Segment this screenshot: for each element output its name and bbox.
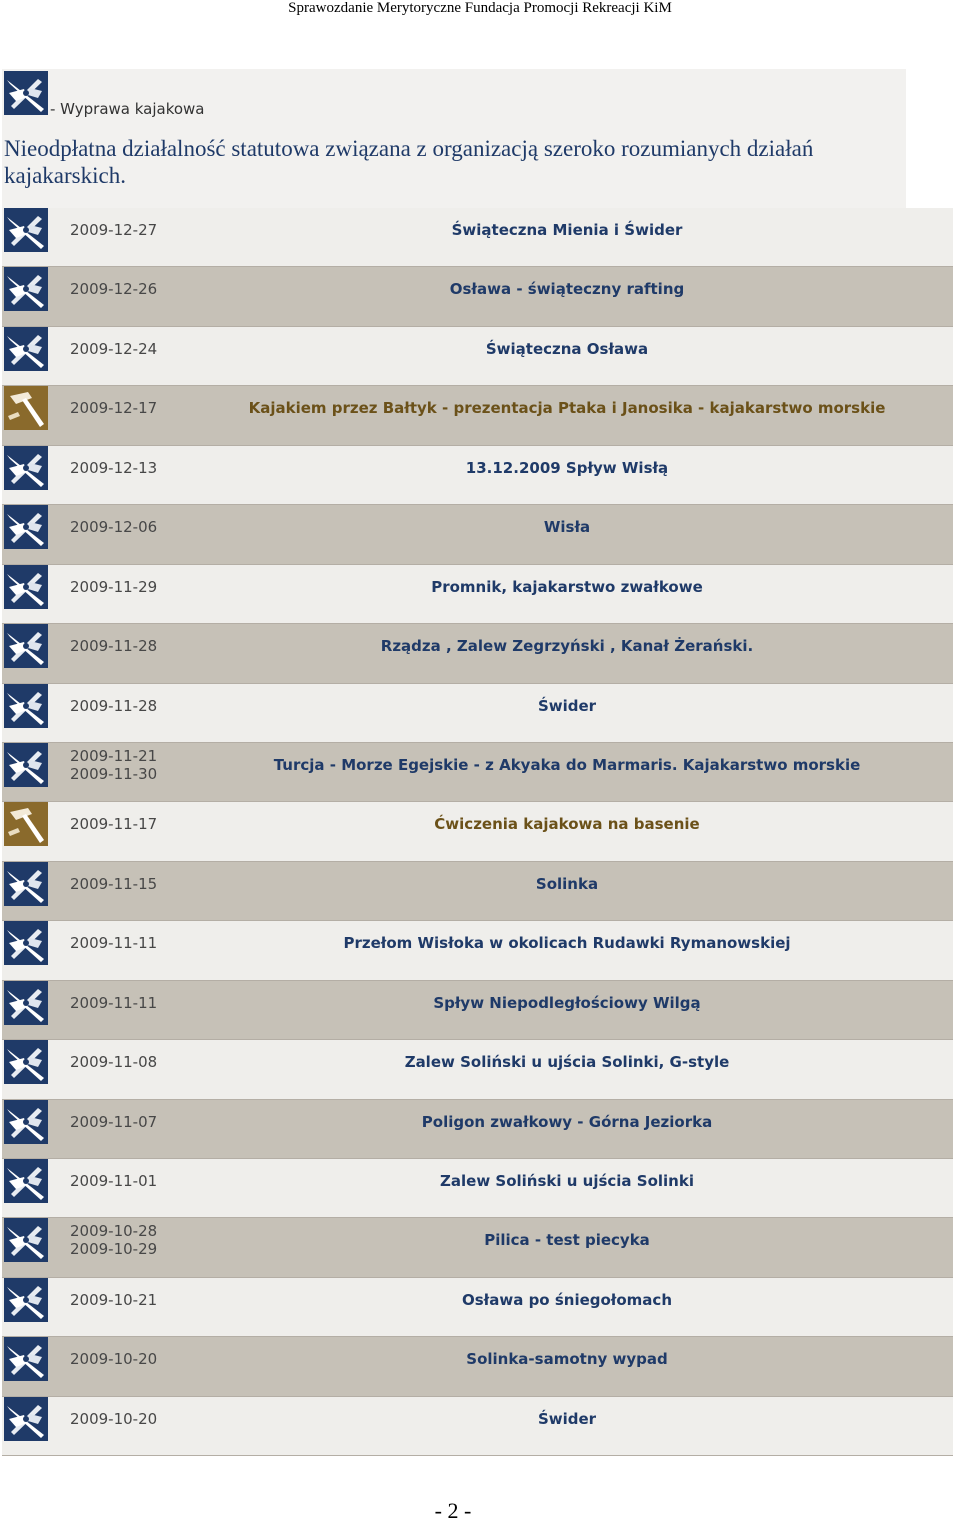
kayak-icon (4, 1159, 48, 1203)
event-row (2, 1218, 953, 1277)
event-date (70, 684, 157, 728)
event-row (2, 386, 953, 445)
event-row (2, 1100, 953, 1159)
event-row (2, 981, 953, 1040)
event-title-link[interactable]: Spływ Niepodległościowy Wilgą (433, 993, 701, 1012)
event-date (70, 1159, 157, 1203)
event-date-start: 2009-11-11 (70, 934, 158, 953)
event-date-start: 2009-11-29 (70, 577, 158, 596)
kayak-icon (4, 684, 48, 728)
event-date (70, 1040, 157, 1084)
event-list (2, 208, 953, 1456)
event-date-start: 2009-11-28 (70, 637, 158, 656)
event-date (70, 921, 157, 965)
kayak-icon (4, 1100, 48, 1144)
kayak-icon (4, 1040, 48, 1084)
event-date (70, 1278, 157, 1322)
event-title-link[interactable]: Rządza , Zalew Zegrzyński , Kanał Żerański. (380, 637, 754, 656)
event-row (2, 1337, 953, 1396)
event-row (2, 862, 953, 921)
event-date-start: 2009-10-20 (70, 1409, 158, 1428)
event-row (2, 208, 953, 267)
event-row (2, 267, 953, 326)
event-date-start: 2009-12-13 (70, 458, 158, 477)
kayak-icon (4, 565, 48, 609)
event-date (70, 1218, 157, 1262)
event-title-link[interactable]: Przełom Wisłoka w okolicach Rudawki Rymanowskiej (343, 934, 791, 953)
event-title-link[interactable]: Pilica - test piecyka (484, 1231, 650, 1250)
event-date-end: 2009-10-29 (70, 1240, 158, 1259)
event-date (70, 624, 157, 668)
event-row (2, 1278, 953, 1337)
event-date-start: 2009-12-06 (70, 518, 158, 537)
event-date (70, 862, 157, 906)
event-row (2, 921, 953, 980)
event-title-link[interactable]: Świder (537, 1409, 597, 1428)
event-title-link[interactable]: Osława po śniegołomach (462, 1290, 672, 1309)
event-date (70, 505, 157, 549)
event-date-start: 2009-11-21 (70, 746, 158, 765)
hammer-icon (4, 802, 48, 846)
event-date-start: 2009-12-27 (70, 221, 158, 239)
event-date (70, 743, 157, 787)
section-label: - Wyprawa kajakowa (50, 100, 205, 118)
event-row (2, 743, 953, 802)
event-title-link[interactable]: Ćwiczenia kajakowa na basenie (434, 815, 700, 834)
event-date-start: 2009-10-20 (70, 1350, 158, 1369)
kayak-icon (4, 1337, 48, 1381)
kayak-icon (4, 267, 48, 311)
event-date (70, 386, 157, 430)
event-row (2, 1040, 953, 1099)
kayak-icon (4, 981, 48, 1025)
kayak-icon (4, 327, 48, 371)
event-date (70, 1397, 157, 1441)
event-row (2, 446, 953, 505)
event-date-start: 2009-11-01 (70, 1172, 158, 1190)
event-title-link[interactable]: Solinka (535, 874, 599, 893)
kayak-icon (4, 208, 48, 252)
event-row (2, 327, 953, 386)
event-row (2, 624, 953, 683)
kayak-icon (4, 446, 48, 490)
event-date-end: 2009-11-30 (70, 764, 158, 783)
event-date (70, 327, 157, 371)
event-row (2, 565, 953, 624)
kayak-icon (4, 1218, 48, 1262)
kayak-icon (4, 624, 48, 668)
event-title-link[interactable]: Kajakiem przez Bałtyk - prezentacja Ptaka i Janosika - kajakarstwo morskie (248, 399, 886, 418)
section-intro (2, 69, 906, 208)
event-date-start: 2009-12-24 (70, 339, 158, 358)
kayak-icon (4, 1397, 48, 1441)
kayak-icon (4, 1278, 48, 1322)
kayak-icon (4, 862, 48, 906)
event-title-link[interactable]: Osława - świąteczny rafting (449, 280, 685, 299)
event-date-start: 2009-11-07 (70, 1112, 158, 1131)
event-row (2, 1397, 953, 1456)
event-date (70, 981, 157, 1025)
page-header: Sprawozdanie Merytoryczne Fundacja Promocji Rekreacji KiM (288, 0, 672, 16)
event-date (70, 565, 157, 609)
event-date (70, 1100, 157, 1144)
event-date (70, 267, 157, 311)
kayak-icon (4, 505, 48, 549)
event-date-start: 2009-10-28 (70, 1222, 158, 1241)
event-title-link[interactable]: Solinka-samotny wypad (466, 1350, 668, 1369)
event-row (2, 1159, 953, 1218)
section-description: Nieodpłatna działalność statutowa związana z organizacją szeroko rozumianych działań kajakarskich. (4, 136, 814, 188)
event-date-start: 2009-11-15 (70, 874, 158, 893)
event-title-link[interactable]: Wisła (543, 518, 591, 537)
event-row (2, 505, 953, 564)
event-date-start: 2009-10-21 (70, 1290, 158, 1309)
event-date-start: 2009-11-08 (70, 1053, 158, 1072)
event-title-link[interactable]: Promnik, kajakarstwo zwałkowe (431, 577, 703, 596)
event-date-start: 2009-11-28 (70, 696, 158, 715)
event-title-link[interactable]: Świder (537, 696, 597, 715)
event-date-start: 2009-12-26 (70, 280, 158, 299)
hammer-icon (4, 386, 48, 430)
event-date (70, 208, 157, 252)
event-title-link[interactable]: 13.12.2009 Spływ Wisłą (465, 458, 669, 477)
event-row (2, 684, 953, 743)
kayak-icon (4, 71, 48, 115)
kayak-icon (4, 921, 48, 965)
page-number: - 2 - (434, 1498, 472, 1523)
event-title-link[interactable]: Świąteczna Osława (485, 339, 649, 358)
event-date-start: 2009-12-17 (70, 399, 158, 418)
event-date (70, 1337, 157, 1381)
event-date-start: 2009-11-17 (70, 815, 158, 834)
event-row (2, 802, 953, 861)
event-title-link[interactable]: Świąteczna Mienia i Świder (451, 221, 683, 239)
event-title-link[interactable]: Turcja - Morze Egejskie - z Akyaka do Marmaris. Kajakarstwo morskie (273, 755, 861, 774)
event-date-start: 2009-11-11 (70, 993, 158, 1012)
event-date (70, 802, 157, 846)
kayak-icon (4, 743, 48, 787)
event-title-link[interactable]: Zalew Soliński u ujścia Solinki, G-style (404, 1053, 730, 1072)
event-title-link[interactable]: Zalew Soliński u ujścia Solinki (440, 1172, 694, 1190)
event-title-link[interactable]: Poligon zwałkowy - Górna Jeziorka (421, 1112, 713, 1131)
event-date (70, 446, 157, 490)
